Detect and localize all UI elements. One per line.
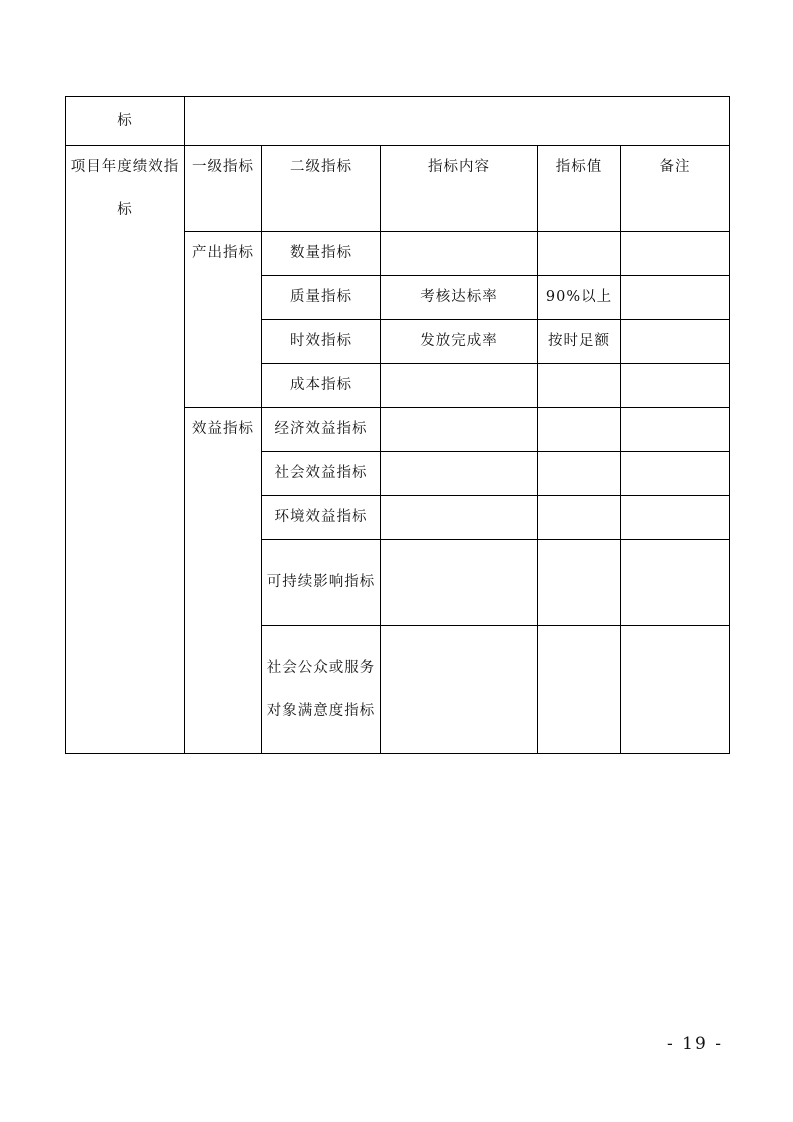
remark-cell [621,452,730,496]
section-label: 项目年度绩效指标 [70,159,180,218]
content-cell [381,408,538,452]
content-cell: 考核达标率 [381,276,538,320]
content-cell [381,364,538,408]
first-row-value [185,97,730,146]
remark-cell [621,626,730,754]
content-cell: 发放完成率 [381,320,538,364]
value-cell [538,626,621,754]
content-cell [381,452,538,496]
value-cell [538,496,621,540]
value-cell [538,452,621,496]
value-cell: 90%以上 [538,276,621,320]
remark-cell [621,408,730,452]
header-value: 指标值 [538,146,621,232]
remark-cell [621,540,730,626]
header-level2: 二级指标 [262,146,381,232]
level2-cell: 数量指标 [262,232,381,276]
level2-cell: 时效指标 [262,320,381,364]
value-cell [538,540,621,626]
group-benefit: 效益指标 [185,408,262,754]
remark-cell [621,276,730,320]
level2-cell: 成本指标 [262,364,381,408]
value-cell: 按时足额 [538,320,621,364]
value-cell [538,232,621,276]
remark-cell [621,232,730,276]
performance-indicator-table [65,96,730,754]
section-label-cell [66,146,185,754]
value-cell [538,408,621,452]
content-cell [381,540,538,626]
header-content: 指标内容 [381,146,538,232]
value-cell [538,364,621,408]
level2-cell: 社会效益指标 [262,452,381,496]
table-row [66,97,730,146]
remark-cell [621,496,730,540]
remark-cell [621,364,730,408]
level2-cell: 质量指标 [262,276,381,320]
header-remark: 备注 [621,146,730,232]
first-row-label: 标 [66,97,185,146]
group-output: 产出指标 [185,232,262,408]
level2-cell: 可持续影响指标 [262,540,381,626]
level2-cell: 社会公众或服务对象满意度指标 [262,626,381,754]
header-row [66,146,730,232]
level2-cell: 经济效益指标 [262,408,381,452]
remark-cell [621,320,730,364]
content-cell [381,496,538,540]
content-cell [381,626,538,754]
header-level1: 一级指标 [185,146,262,232]
level2-cell: 环境效益指标 [262,496,381,540]
page-number: - 19 - [667,1034,723,1054]
content-cell [381,232,538,276]
